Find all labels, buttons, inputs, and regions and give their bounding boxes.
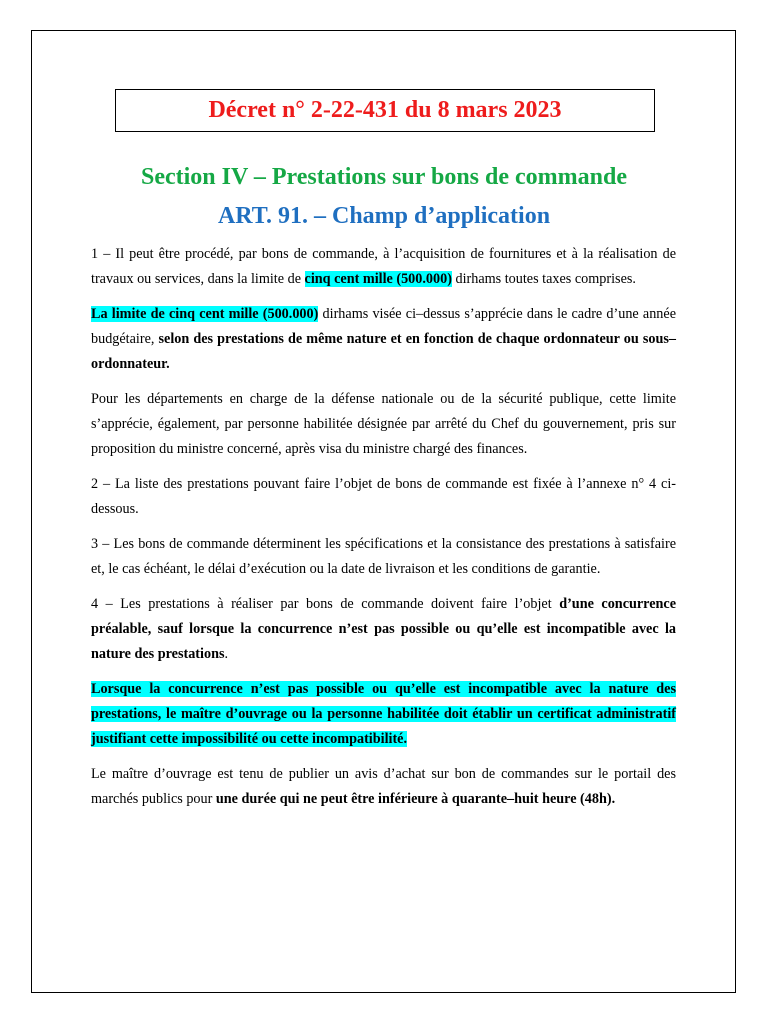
paragraph-6-bold: d’une concurrence préalable, sauf lorsque la concurrence n’est pas possible ou qu’elle est incompatible avec la nature des prestations [91,596,676,662]
paragraph-4: 2 – La liste des prestations pouvant faire l’objet de bons de commande est fixée à l’annexe n° 4 ci-dessous. [91,476,676,517]
paragraph-2-text: dirhams visée ci–dessus s’apprécie dans le cadre d’une année budgétaire, [91,306,676,347]
paragraph-6 [91,592,676,667]
paragraph-7 [91,677,676,752]
paragraph-6-text-b: . [224,646,229,662]
highlighted-amount: cinq cent mille (500.000) [304,271,452,287]
paragraph-8 [91,762,676,812]
decree-title: Décret n° 2-22-431 du 8 mars 2023 [208,97,562,123]
section-title: Section IV – Prestations sur bons de commande [140,164,628,190]
paragraph-1-text-b: dirhams toutes taxes comprises. [451,271,636,287]
paragraph-3: Pour les départements en charge de la défense nationale ou de la sécurité publique, cette limite s’apprécie, également, par personne habilitée désignée par arrêté du Chef du gouvernement, pris sur proposition du ministre concerné, après visa du ministre chargé des finances. [91,391,676,457]
paragraph-1 [91,242,676,292]
paragraph-2 [91,302,676,377]
paragraph-2-bold: selon des prestations de même nature et en fonction de chaque ordonnateur ou sous–ordonnateur. [91,331,676,372]
article-body [91,242,676,822]
paragraph-8-text: Le maître d’ouvrage est tenu de publier un avis d’achat sur bon de commandes sur le portail des marchés publics pour [91,766,676,807]
article-title: ART. 91. – Champ d’application [217,203,551,229]
paragraph-5: 3 – Les bons de commande déterminent les spécifications et la consistance des prestations à satisfaire et, le cas échéant, le délai d’exécution ou la date de livraison et les conditions de garantie. [91,536,676,577]
paragraph-8-bold: une durée qui ne peut être inférieure à quarante–huit heure (48h). [215,791,616,807]
decree-title-box [115,89,655,132]
paragraph-1-text-a: 1 – Il peut être procédé, par bons de commande, à l’acquisition de fournitures et à la réalisation de travaux ou services, dans la limite de [91,246,676,287]
highlighted-limit: La limite de cinq cent mille (500.000) [91,306,319,322]
paragraph-6-text-a: 4 – Les prestations à réaliser par bons de commande doivent faire l’objet [91,596,560,612]
highlighted-certificate-clause: Lorsque la concurrence n’est pas possible ou qu’elle est incompatible avec la nature des prestations, le maître d’ouvrage ou la personne habilitée doit établir un certificat administratif justifiant cette impossibilité ou cette incompatibilité. [91,681,676,747]
